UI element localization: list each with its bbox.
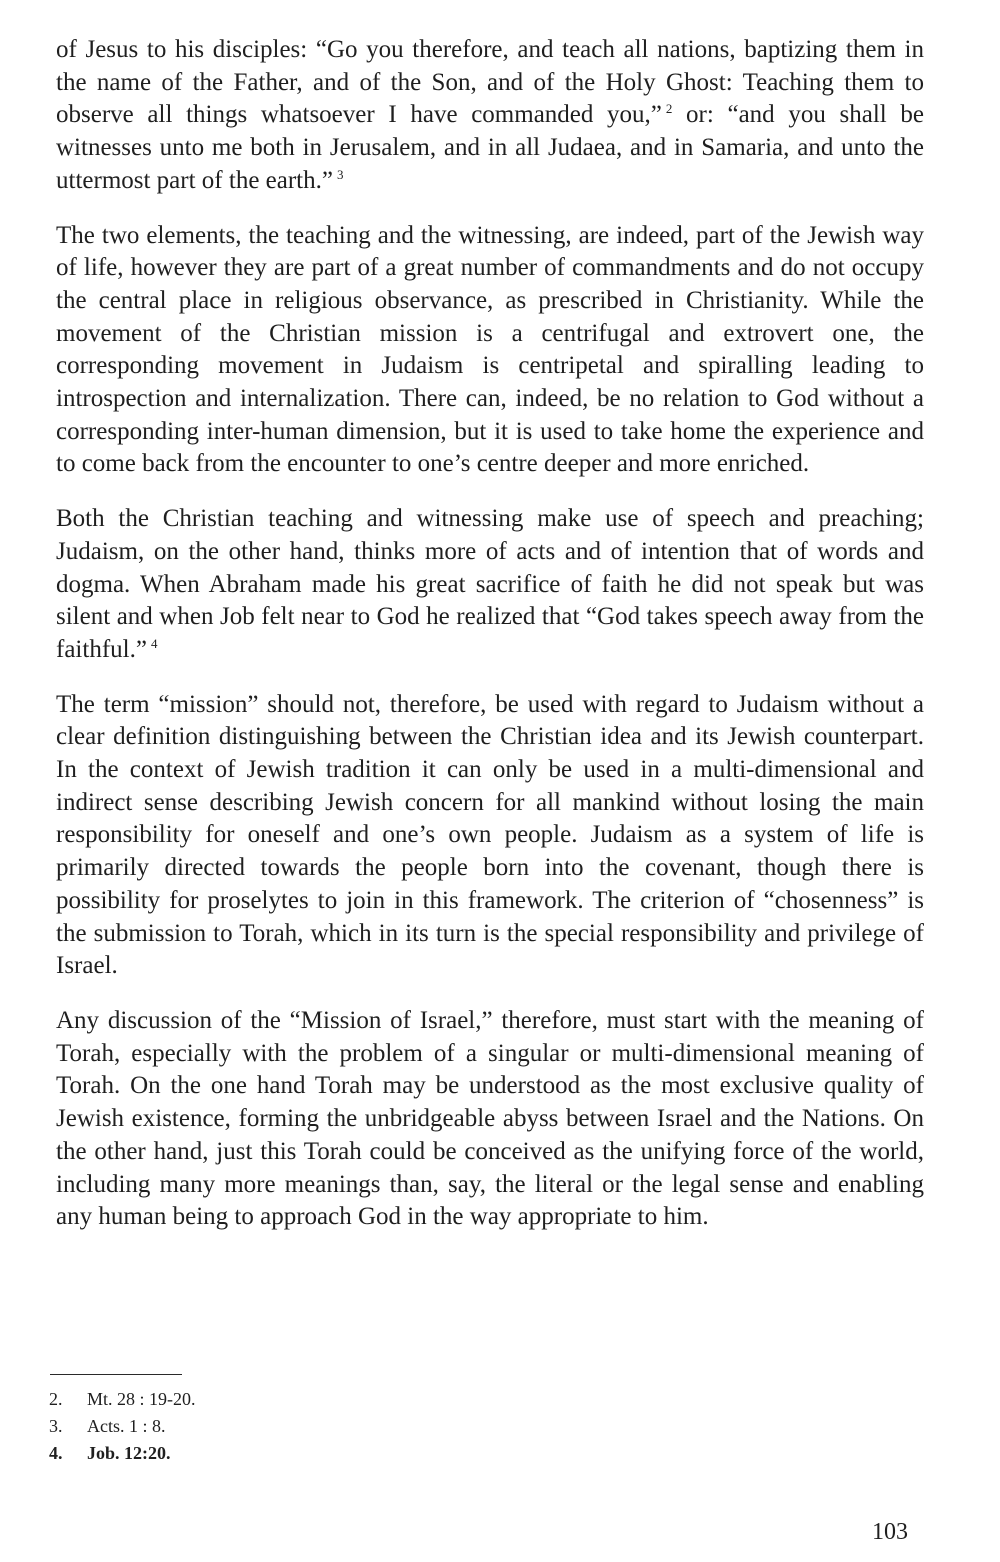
- footnote-ref-2: 2: [665, 101, 673, 117]
- footnote-number: 4.: [49, 1443, 63, 1463]
- page-number: 103: [872, 1519, 908, 1545]
- main-text: [56, 34, 924, 1256]
- footnote-number: 3.: [49, 1416, 63, 1436]
- footnote-text: Job. 12:20.: [87, 1443, 171, 1463]
- paragraph-5: Any discussion of the “Mission of Israel,” therefore, must start with the meaning of Torah, especially with the problem of a singular or multi-dimensional meaning of Torah. On the one hand Torah may be understood as the most exclusive quality of Jewish existence, forming the unbridgeable abyss between Israel and the Nations. On the other hand, just this Torah could be conceived as the unifying force of the world, including many more meanings than, say, the literal or the legal sense and enabling any human being to approach God in the way appropriate to him.: [56, 1006, 924, 1231]
- paragraph-1-text: of Jesus to his disciples: “Go you therefore, and teach all nations, baptizing them in the name of the Father, and of the Son, and of the Holy Ghost: Teaching them to observe all things whatsoever I have commanded you,”: [56, 36, 924, 129]
- footnote-ref-4: 4: [150, 635, 158, 651]
- footnote-3: [49, 1413, 449, 1440]
- paragraph-1-text-continued: or: “and you shall be witnesses unto me both in Jerusalem, and in all Judaea, and in Samaria, and unto the uttermost part of the earth.”: [56, 101, 924, 194]
- paragraph-1: [56, 34, 924, 198]
- footnote-text: Mt. 28 : 19-20.: [87, 1389, 196, 1409]
- footnote-text: Acts. 1 : 8.: [87, 1416, 166, 1436]
- paragraph-3: [56, 503, 924, 667]
- paragraph-4: The term “mission” should not, therefore, be used with regard to Judaism without a clear definition distinguishing between the Christian idea and its Jewish counterpart. In the context of Jewish tradition it can only be used in a multi-dimensional and indirect sense describing Jewish concern for all mankind without losing the main responsibility for oneself and one’s own people. Judaism as a system of life is primarily directed towards the people born into the covenant, though there is possibility for proselytes to join in this framework. The criterion of “chosenness” is the submission to Torah, which in its turn is the special responsibility and privilege of Israel.: [56, 690, 924, 980]
- paragraph-2: The two elements, the teaching and the witnessing, are indeed, part of the Jewish way of life, however they are part of a great number of commandments and do not occupy the central place in religious observance, as prescribed in Christianity. While the movement of the Christian mission is a centrifugal and extrovert one, the corresponding movement in Judaism is centripetal and spiralling leading to introspection and internalization. There can, indeed, be no relation to God without a corresponding inter-human dimension, but it is used to take home the experience and to come back from the encounter to one’s centre deeper and more enriched.: [56, 221, 924, 478]
- footnote-2: [49, 1386, 449, 1413]
- footnote-4: [49, 1440, 449, 1467]
- footnote-number: 2.: [49, 1389, 63, 1409]
- footnote-ref-3: 3: [336, 166, 344, 182]
- footnotes: [49, 1386, 449, 1467]
- footnote-divider: [50, 1374, 182, 1375]
- paragraph-3-text: Both the Christian teaching and witnessing make use of speech and preaching; Judaism, on the other hand, thinks more of acts and of intention that of words and dogma. When Abraham made his great sacrifice of faith he did not speak but was silent and when Job felt near to God he realized that “God takes speech away from the faithful.”: [56, 505, 924, 663]
